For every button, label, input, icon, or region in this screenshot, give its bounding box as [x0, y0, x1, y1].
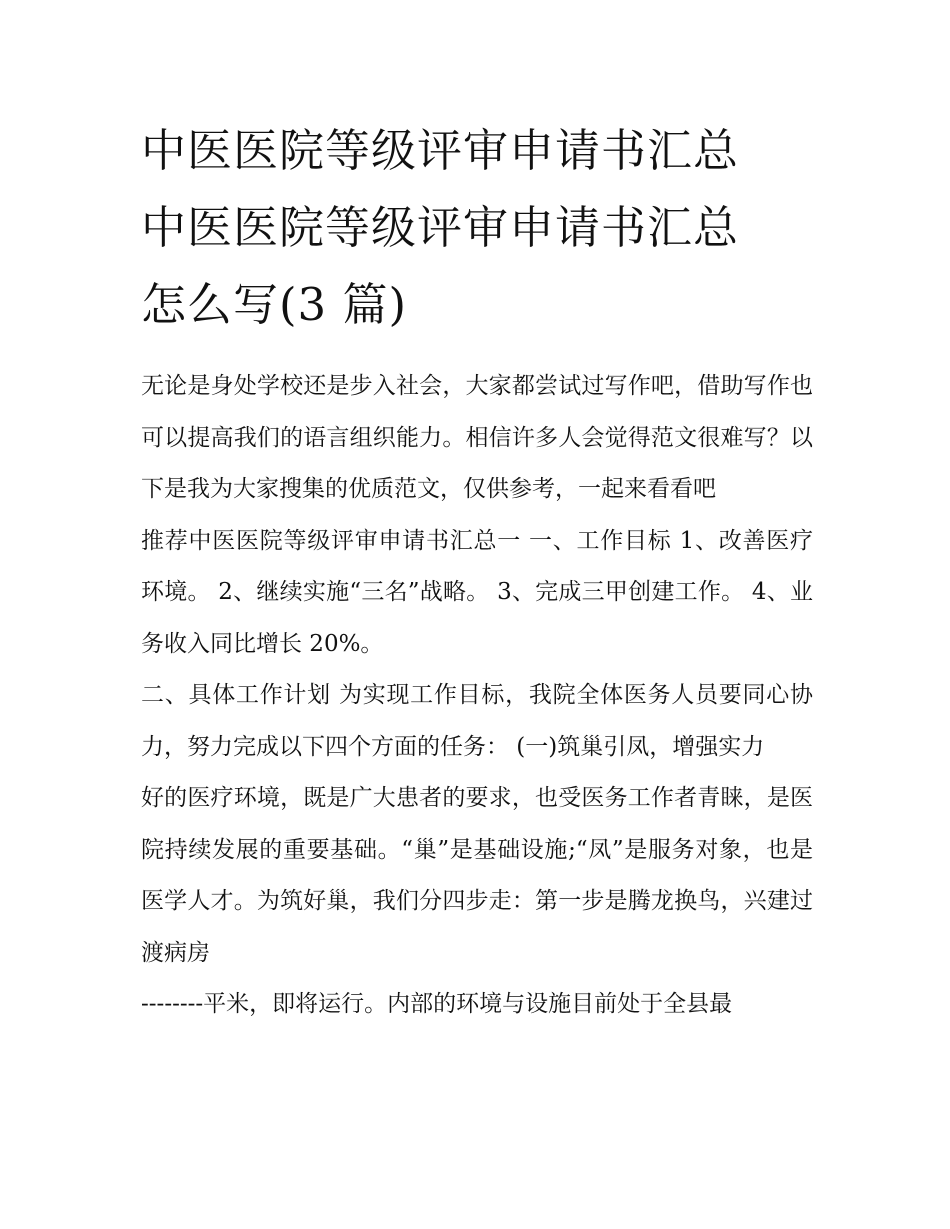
paragraph-facility: --------平米，即将运行。内部的环境与设施目前处于全县最: [141, 991, 733, 1017]
title-line-2: 中医医院等级评审申请书汇总: [141, 201, 740, 254]
paragraph-plan: 二、具体工作计划 为实现工作目标，我院全体医务人员要同心协力，努力完成以下四个方面的任务： (一)筑巢引凤，增强实力: [141, 682, 813, 760]
document-title: [141, 112, 813, 343]
document-page: [141, 112, 813, 1031]
title-line-3: 怎么写(3 篇): [141, 278, 408, 331]
paragraph-environment: 好的医疗环境，既是广大患者的要求，也受医务工作者青睐，是医院持续发展的重要基础。“巢”是基础设施;“凤”是服务对象，也是医学人才。为筑好巢，我们分四步走：第一步是腾龙换鸟，兴建过渡病房: [141, 785, 813, 966]
paragraph-intro: 无论是身处学校还是步入社会，大家都尝试过写作吧，借助写作也可以提高我们的语言组织能力。相信许多人会觉得范文很难写？以下是我为大家搜集的优质范文，仅供参考，一起来看看吧: [141, 373, 813, 502]
paragraph-goals: 推荐中医医院等级评审申请书汇总一 一、工作目标 1、改善医疗环境。 2、继续实施“三名”战略。 3、完成三甲创建工作。 4、业务收入同比增长 20%。: [141, 527, 813, 657]
title-line-1: 中医医院等级评审申请书汇总: [141, 124, 740, 177]
document-body: [141, 361, 813, 1031]
